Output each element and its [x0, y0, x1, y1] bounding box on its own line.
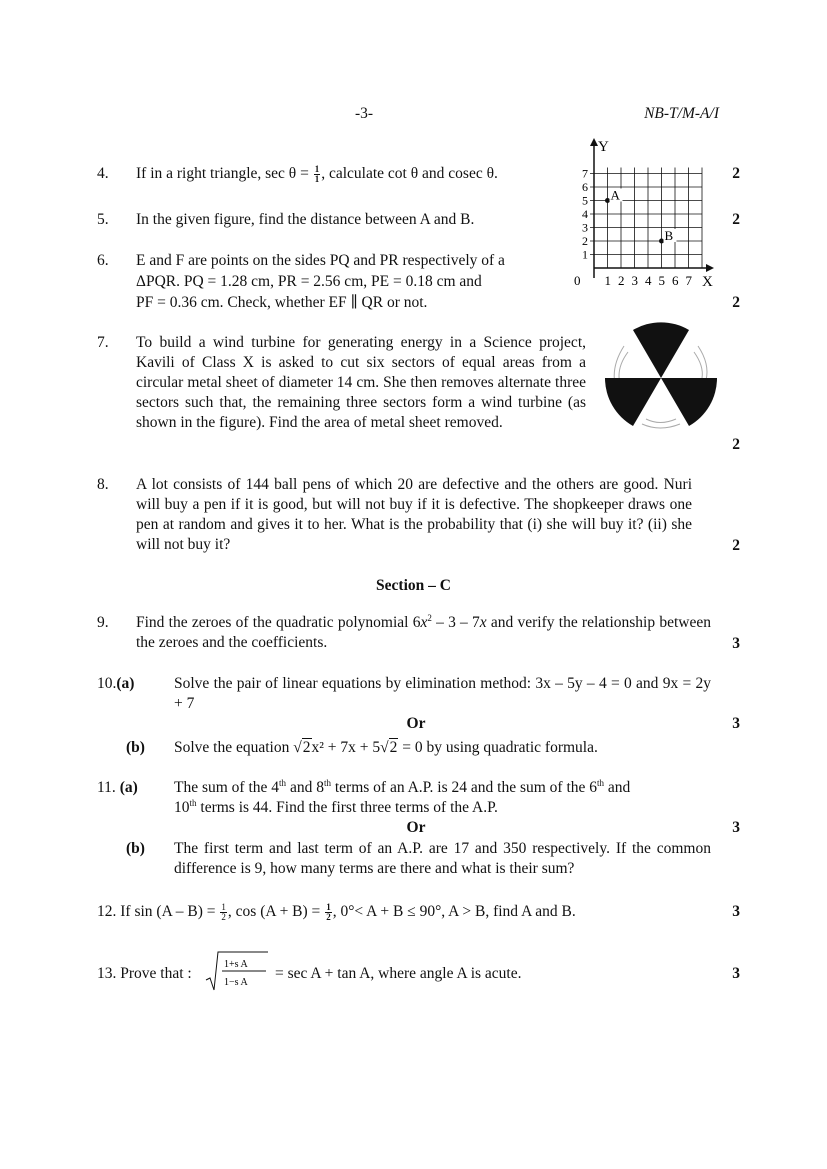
wind-turbine-figure [602, 318, 720, 436]
x-axis-arrow [706, 264, 714, 272]
q7-text: To build a wind turbine for generating energy in a Science project, Kavili of Class X is asked to cut six sectors of equal areas from a circular metal sheet of diameter 14 cm. She then removes alternate three sectors such that, the remaining three sectors form a wind turbine (as shown in the figure). Find the area of metal sheet removed. [136, 334, 586, 431]
q12-text: 12. If sin (A – B) = $\frac{1}{2}$ , cos (A + B) = $\frac{1}{2}$ , 0°< A + B ≤ 90°, A > B, find A and B. [97, 901, 576, 922]
y-tick-label: 6 [582, 180, 588, 194]
y-tick-label: 1 [582, 247, 588, 262]
y-axis-label: Y [598, 139, 609, 155]
q12-marks: 3 [732, 903, 740, 920]
section-c-heading: Section – C [376, 577, 451, 594]
q10b-text: Solve the equation √2x² + 7x + 5√2 = 0 by using quadratic formula. [174, 739, 598, 756]
graph-y-ticks [582, 167, 588, 262]
q4-marks: 2 [732, 165, 740, 182]
q10-or: Or [406, 715, 426, 732]
q8-marks: 2 [732, 537, 740, 554]
q6-line2: ΔPQR. PQ = 1.28 cm, PR = 2.56 cm, PE = 0.18 cm and [136, 273, 482, 290]
q9-text: Find the zeroes of the quadratic polynomial $6x^2 - 3 - 7x$ and verify the relationship between the zeroes and the coefficients. [136, 612, 711, 651]
q13-radical [204, 950, 270, 992]
point-a [605, 198, 610, 203]
q4-pre: If in a right triangle, sec θ = [136, 165, 313, 182]
svg-text:1−s A: 1−s A [224, 977, 248, 988]
q11-marks: 3 [732, 819, 740, 836]
graph-x-ticks [574, 273, 693, 288]
q5-number: 5. [97, 211, 109, 228]
y-axis-arrow [590, 138, 598, 146]
q10-number: 10.(a) [97, 675, 135, 692]
q12-fraction-1: $\frac{1}{2}$ [221, 901, 226, 922]
svg-text:1+s A: 1+s A [224, 959, 248, 970]
turbine-blades [605, 322, 717, 426]
q11a-line1: The sum of the 4th and 8th terms of an A.P. is 24 and the sum of the 6th and [174, 777, 631, 796]
paper-code: NB-T/M-A/I [644, 105, 719, 122]
x-tick-label: 2 [618, 273, 625, 288]
y-tick-label: 4 [582, 207, 588, 221]
x-axis-label: X [702, 274, 713, 290]
x-tick-label: 4 [645, 273, 652, 288]
q6-number: 6. [97, 252, 109, 269]
q11b-text: The first term and last term of an A.P. are 17 and 350 respectively. If the common difference is 9, how many terms are there and what is their sum? [174, 840, 711, 877]
q9-marks: 3 [732, 635, 740, 652]
q7-number: 7. [97, 334, 109, 351]
q6-line1: E and F are points on the sides PQ and PR respectively of a [136, 252, 505, 269]
q6-line3: PF = 0.36 cm. Check, whether EF ∥ QR or not. [136, 294, 428, 311]
q13-marks: 3 [732, 965, 740, 982]
y-tick-label: 5 [582, 193, 588, 208]
q6-marks: 2 [732, 294, 740, 311]
q9-number: 9. [97, 614, 109, 631]
q4-post: , calculate cot θ and cosec θ. [321, 165, 498, 182]
point-label-b: B [664, 228, 674, 243]
q4-fraction: $\frac{1}{1}$ [314, 163, 320, 184]
q5-marks: 2 [732, 211, 740, 228]
q4-number: 4. [97, 165, 109, 182]
point-label-a: A [610, 187, 620, 203]
q8-text: A lot consists of 144 ball pens of which 20 are defective and the others are good. Nuri will buy a pen if it is good, but will not buy if it is defective. The shopkeeper draws one pen at random and gives it to her. What is the probability that (i) she will buy it? (ii) she will not buy it? [136, 476, 692, 553]
q11-number: 11. (a) [97, 779, 138, 796]
q12-fraction-2: $\frac{1}{2}$ [326, 901, 331, 922]
q11-or: Or [406, 819, 426, 836]
q13-prefix: 13. Prove that : [97, 965, 192, 982]
q11b-label: (b) [126, 840, 145, 857]
q11a-line2: 10th terms is 44. Find the first three terms of the A.P. [174, 797, 498, 816]
x-tick-label: 6 [672, 273, 679, 288]
graph-grid [590, 168, 702, 269]
x-tick-label: 1 [604, 273, 611, 288]
point-b [659, 239, 664, 244]
q7-marks: 2 [732, 436, 740, 453]
y-tick-label: 2 [582, 234, 588, 248]
page-number: -3- [355, 105, 374, 122]
x-tick-label: 5 [658, 273, 665, 288]
coordinate-graph [560, 136, 720, 294]
y-tick-label: 7 [582, 166, 588, 181]
q13-text: = sec A + tan A, where angle A is acute. [275, 965, 522, 982]
q8-number: 8. [97, 476, 109, 493]
q4-text [136, 164, 556, 184]
q10b-label: (b) [126, 739, 145, 756]
graph-points [605, 188, 677, 244]
x-tick-label: 0 [574, 273, 581, 288]
x-tick-label: 3 [631, 273, 638, 288]
q10a-text: Solve the pair of linear equations by elimination method: 3x – 5y – 4 = 0 and 9x = 2y + 7 [174, 675, 711, 712]
y-tick-label: 3 [582, 220, 588, 235]
q5-text: In the given figure, find the distance between A and B. [136, 211, 475, 228]
x-tick-label: 7 [685, 273, 692, 288]
q10-marks: 3 [732, 715, 740, 732]
